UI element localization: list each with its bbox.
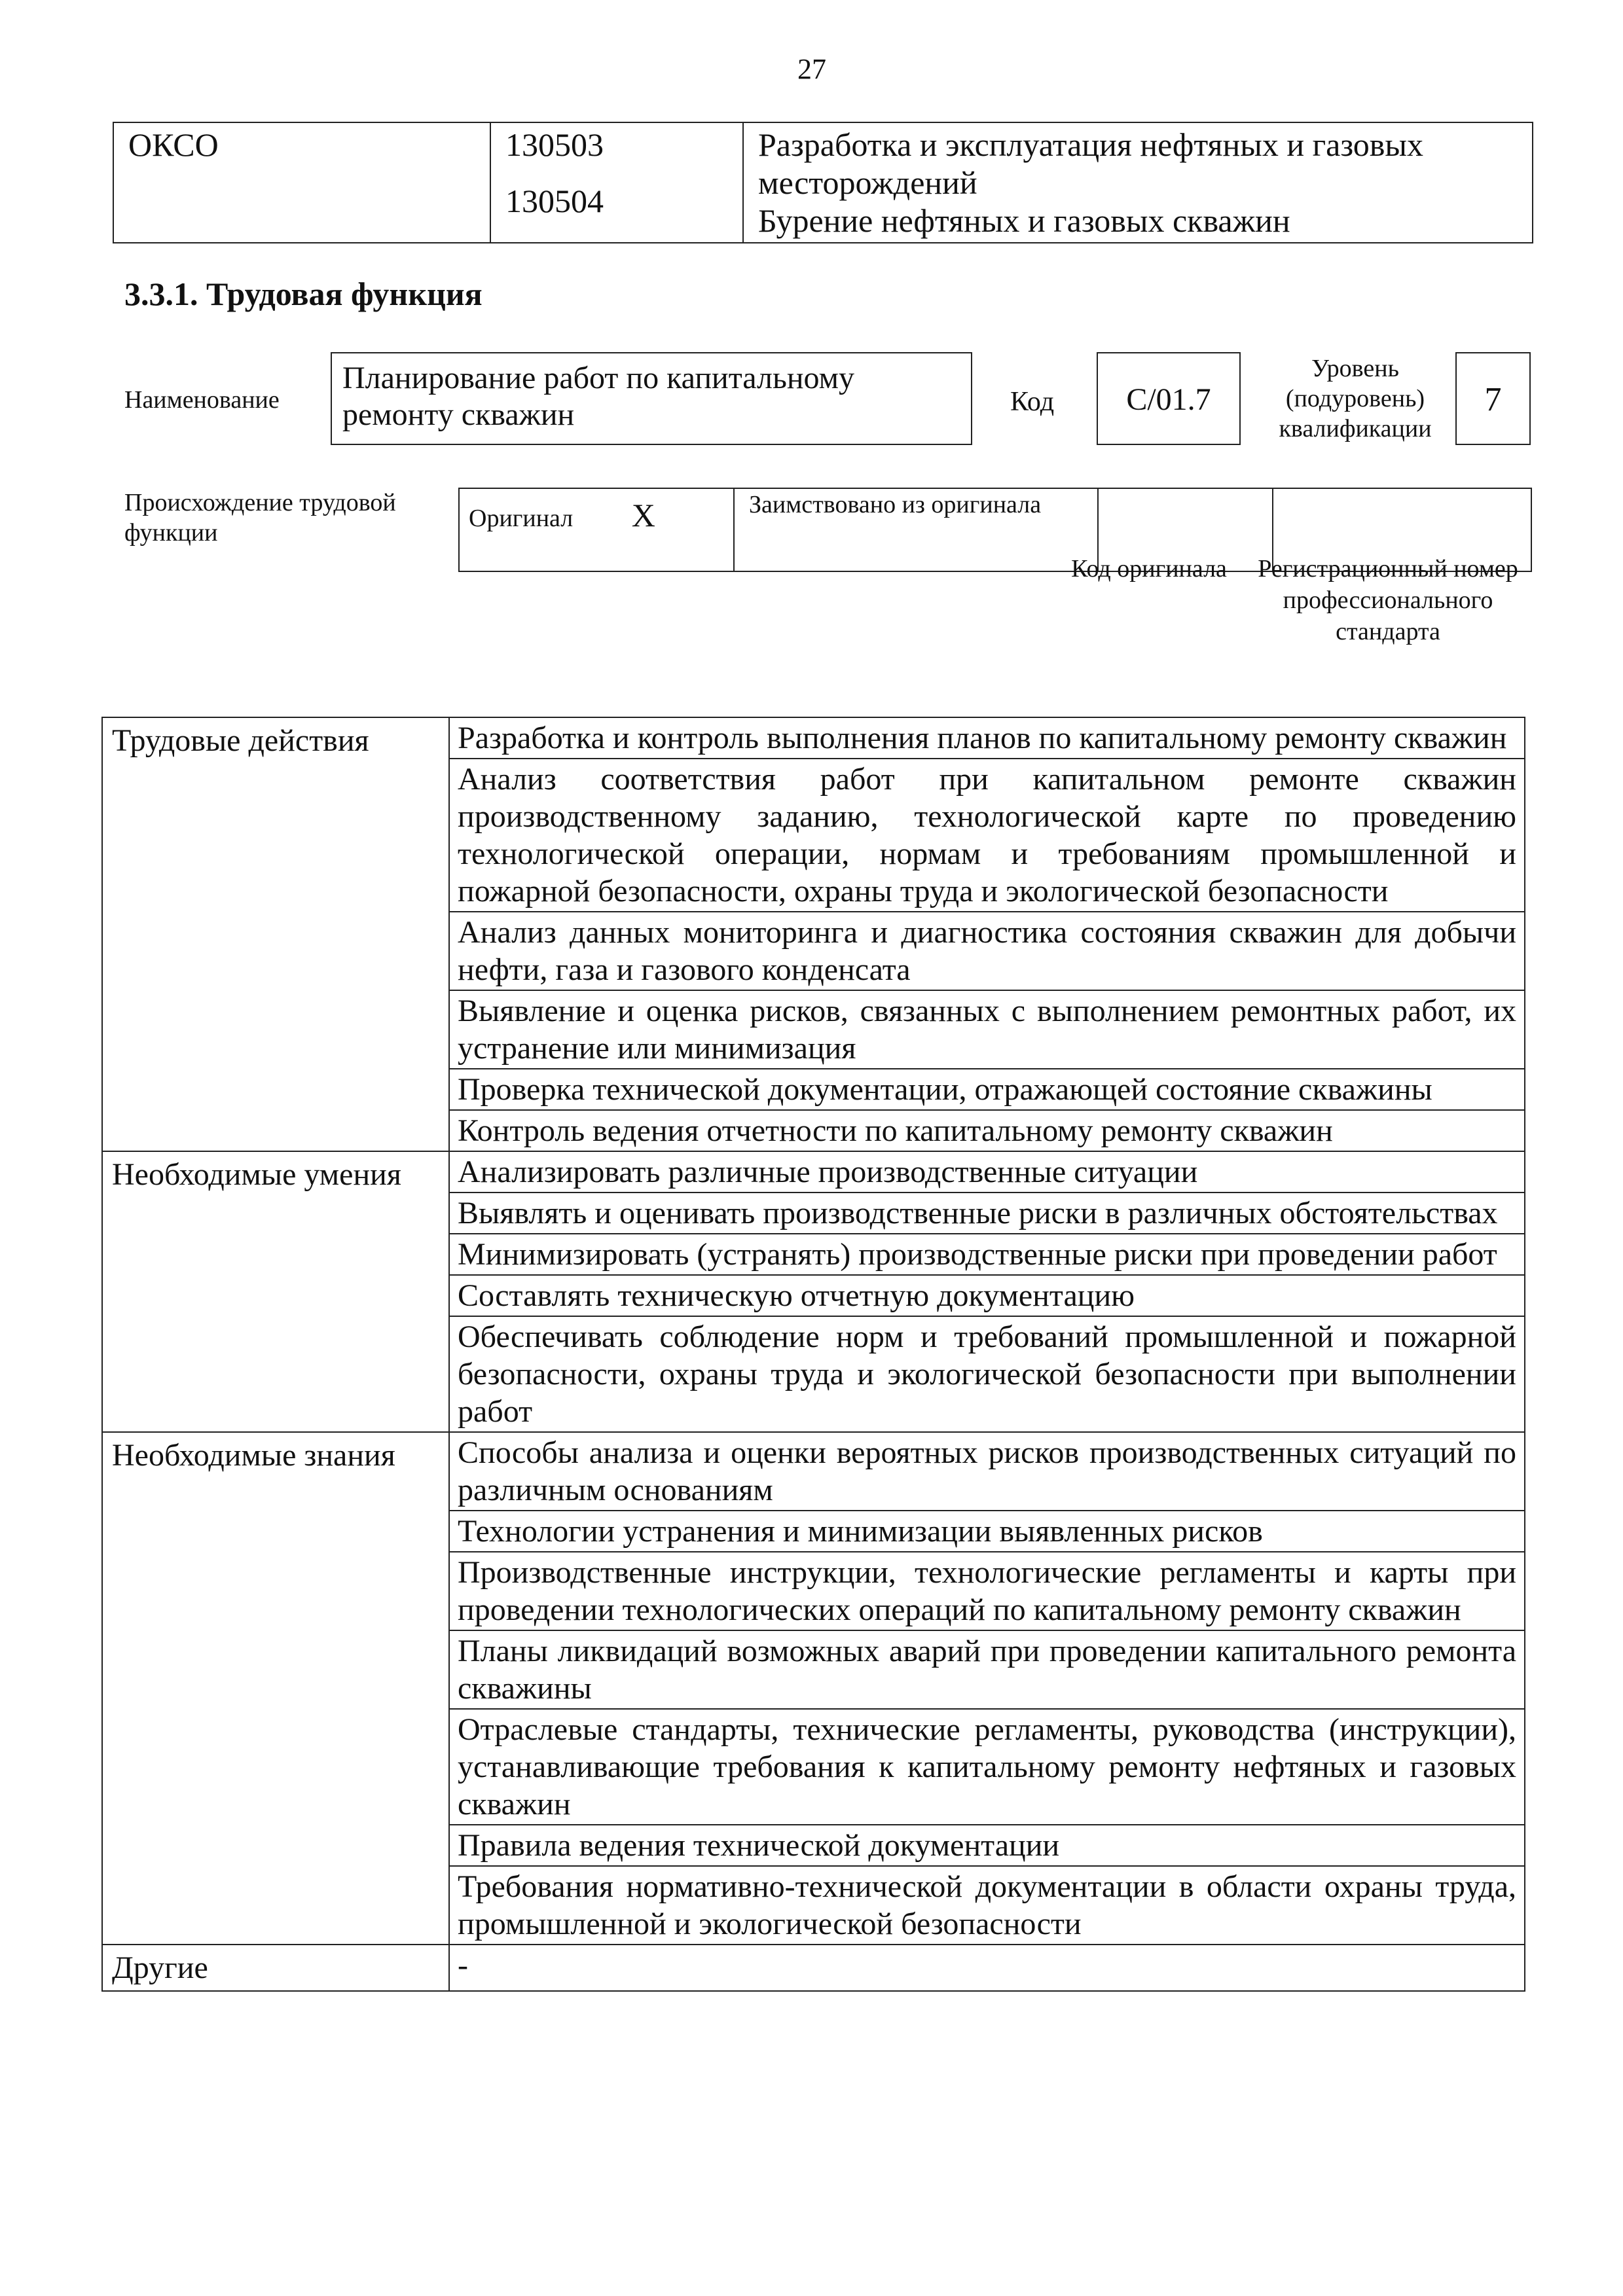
- table-cell: -: [449, 1945, 1525, 1991]
- origin-original-cell: [459, 488, 734, 571]
- table-cell: Анализ соответствия работ при капитальном ремонте скважин производственному заданию, технологической карте по проведению технологической операции, нормам и требованиям промышленной и пожарной безопасности, охраны труда и экологической безопасности: [449, 759, 1525, 912]
- level-label: Уровень (подуровень) квалификации: [1279, 355, 1432, 442]
- table-cell: Производственные инструкции, технологические регламенты и карты при проведении технологических операций по капитальному ремонту скважин: [449, 1552, 1525, 1630]
- table-cell: Выявлять и оценивать производственные риски в различных обстоятельствах: [449, 1193, 1525, 1234]
- okso-name: Бурение нефтяных и газовых скважин: [758, 202, 1290, 239]
- original-label: Оригинал: [469, 505, 574, 532]
- function-code: C/01.7: [1097, 352, 1241, 445]
- section-title-cell: Трудовые действия: [102, 717, 449, 1151]
- page-number: 27: [797, 53, 826, 85]
- table-cell: Минимизировать (устранять) производственные риски при проведении работ: [449, 1234, 1525, 1275]
- okso-codes: [490, 122, 743, 243]
- section-title-cell: Необходимые знания: [102, 1432, 449, 1945]
- okso-name: Разработка и эксплуатация нефтяных и газовых месторождений: [758, 126, 1423, 201]
- origin-label: Происхождение трудовой функции: [124, 489, 396, 547]
- table-cell: Разработка и контроль выполнения планов по капитальному ремонту скважин: [449, 717, 1525, 759]
- table-cell: Способы анализа и оценки вероятных рисков производственных ситуаций по различным основаниям: [449, 1432, 1525, 1511]
- table-cell: Составлять техническую отчетную документацию: [449, 1275, 1525, 1316]
- okso-table: [113, 122, 1533, 243]
- original-mark: X: [631, 497, 655, 533]
- table-row: [102, 1151, 1525, 1193]
- table-cell: Анализ данных мониторинга и диагностика состояния скважин для добычи нефти, газа и газового конденсата: [449, 912, 1525, 990]
- table-cell: Отраслевые стандарты, технические регламенты, руководства (инструкции), устанавливающие требования к капитальному ремонту нефтяных и газовых скважин: [449, 1709, 1525, 1825]
- registration-number-caption: Регистрационный номер профессионального стандарта: [1258, 555, 1518, 645]
- borrowed-label: Заимствовано из оригинала: [734, 488, 1098, 571]
- section-title-cell: Другие: [102, 1945, 449, 1991]
- section-title: 3.3.1. Трудовая функция: [124, 276, 483, 312]
- table-cell: Выявление и оценка рисков, связанных с выполнением ремонтных работ, их устранение или минимизация: [449, 990, 1525, 1069]
- table-cell: Проверка технической документации, отражающей состояние скважины: [449, 1069, 1525, 1110]
- table-row: [102, 717, 1525, 759]
- table-cell: Технологии устранения и минимизации выявленных рисков: [449, 1511, 1525, 1552]
- table-cell: Правила ведения технической документации: [449, 1825, 1525, 1866]
- table-cell: Обеспечивать соблюдение норм и требований промышленной и пожарной безопасности, охраны труда и экологической безопасности при выполнении работ: [449, 1316, 1525, 1432]
- table-cell: Контроль ведения отчетности по капитальному ремонту скважин: [449, 1110, 1525, 1151]
- code-label: Код: [1010, 387, 1055, 417]
- okso-label: ОКСО: [113, 122, 490, 243]
- table-cell: Планы ликвидаций возможных аварий при проведении капитального ремонта скважины: [449, 1630, 1525, 1709]
- okso-code: 130504: [505, 183, 604, 219]
- function-name: Планирование работ по капитальному ремонту скважин: [331, 352, 972, 445]
- okso-code: 130503: [505, 126, 604, 163]
- table-cell: Анализировать различные производственные ситуации: [449, 1151, 1525, 1193]
- okso-names: [743, 122, 1533, 243]
- original-code-caption: Код оригинала: [1071, 555, 1227, 583]
- function-details-table: [101, 717, 1525, 1992]
- table-row: [102, 1945, 1525, 1991]
- name-label: Наименование: [124, 386, 280, 414]
- section-title-cell: Необходимые умения: [102, 1151, 449, 1432]
- table-row: [102, 1432, 1525, 1511]
- qualification-level: 7: [1455, 352, 1531, 445]
- table-cell: Требования нормативно-технической документации в области охраны труда, промышленной и экологической безопасности: [449, 1866, 1525, 1945]
